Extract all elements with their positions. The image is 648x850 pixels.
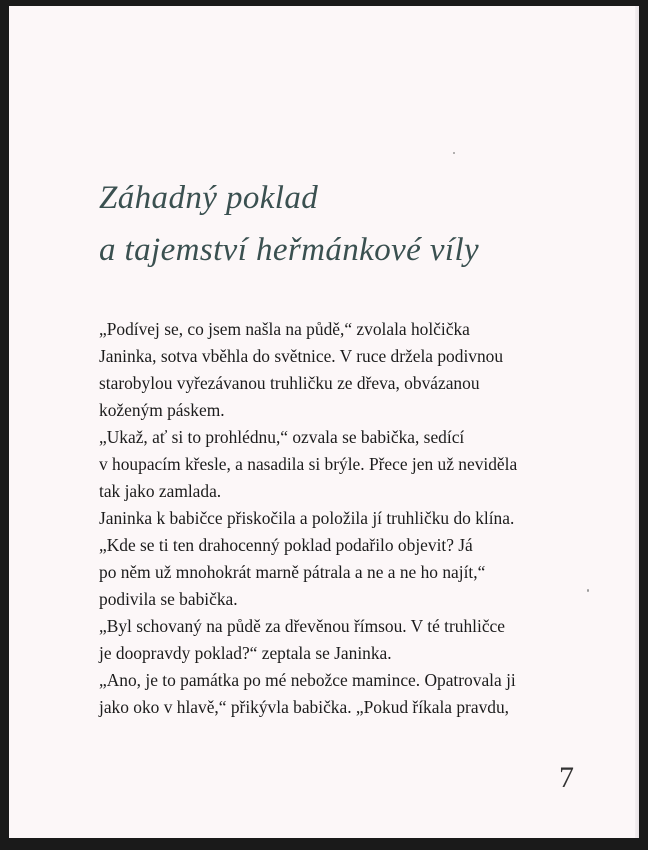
chapter-title-line-2: a tajemství heřmánkové víly xyxy=(99,232,480,268)
paper-speck xyxy=(453,152,455,154)
text-line: v houpacím křesle, a nasadila si brýle. Přece jen už neviděla xyxy=(99,454,518,474)
story-text xyxy=(99,316,589,721)
text-line: tak jako zamlada. xyxy=(99,481,222,501)
text-line: koženým páskem. xyxy=(99,400,225,420)
text-line: „Podívej se, co jsem našla na půdě,“ zvolala holčička xyxy=(99,319,470,339)
text-line: jako oko v hlavě,“ přikývla babička. „Pokud říkala pravdu, xyxy=(99,697,510,717)
text-line: podivila se babička. xyxy=(99,589,238,609)
book-page xyxy=(9,6,639,838)
text-line: Janinka k babičce přiskočila a položila jí truhličku do klína. xyxy=(99,508,515,528)
text-line: „Ano, je to památka po mé nebožce mamince. Opatrovala ji xyxy=(99,670,516,690)
paper-speck xyxy=(587,589,589,592)
text-line: po něm už mnohokrát marně pátrala a ne a ne ho najít,“ xyxy=(99,562,486,582)
text-line: „Byl schovaný na půdě za dřevěnou římsou. V té truhličce xyxy=(99,616,505,636)
chapter-title xyxy=(99,172,479,276)
text-line: starobylou vyřezávanou truhličku ze dřeva, obvázanou xyxy=(99,373,480,393)
text-line: „Kde se ti ten drahocenný poklad podařilo objevit? Já xyxy=(99,535,473,555)
text-line: Janinka, sotva vběhla do světnice. V ruce držela podivnou xyxy=(99,346,504,366)
chapter-title-line-1: Záhadný poklad xyxy=(99,180,319,216)
page-edge-shadow xyxy=(635,6,639,838)
text-line: je doopravdy poklad?“ zeptala se Janinka. xyxy=(99,643,392,663)
page-number: 7 xyxy=(559,761,574,794)
text-line: „Ukaž, ať si to prohlédnu,“ ozvala se babička, sedící xyxy=(99,427,465,447)
